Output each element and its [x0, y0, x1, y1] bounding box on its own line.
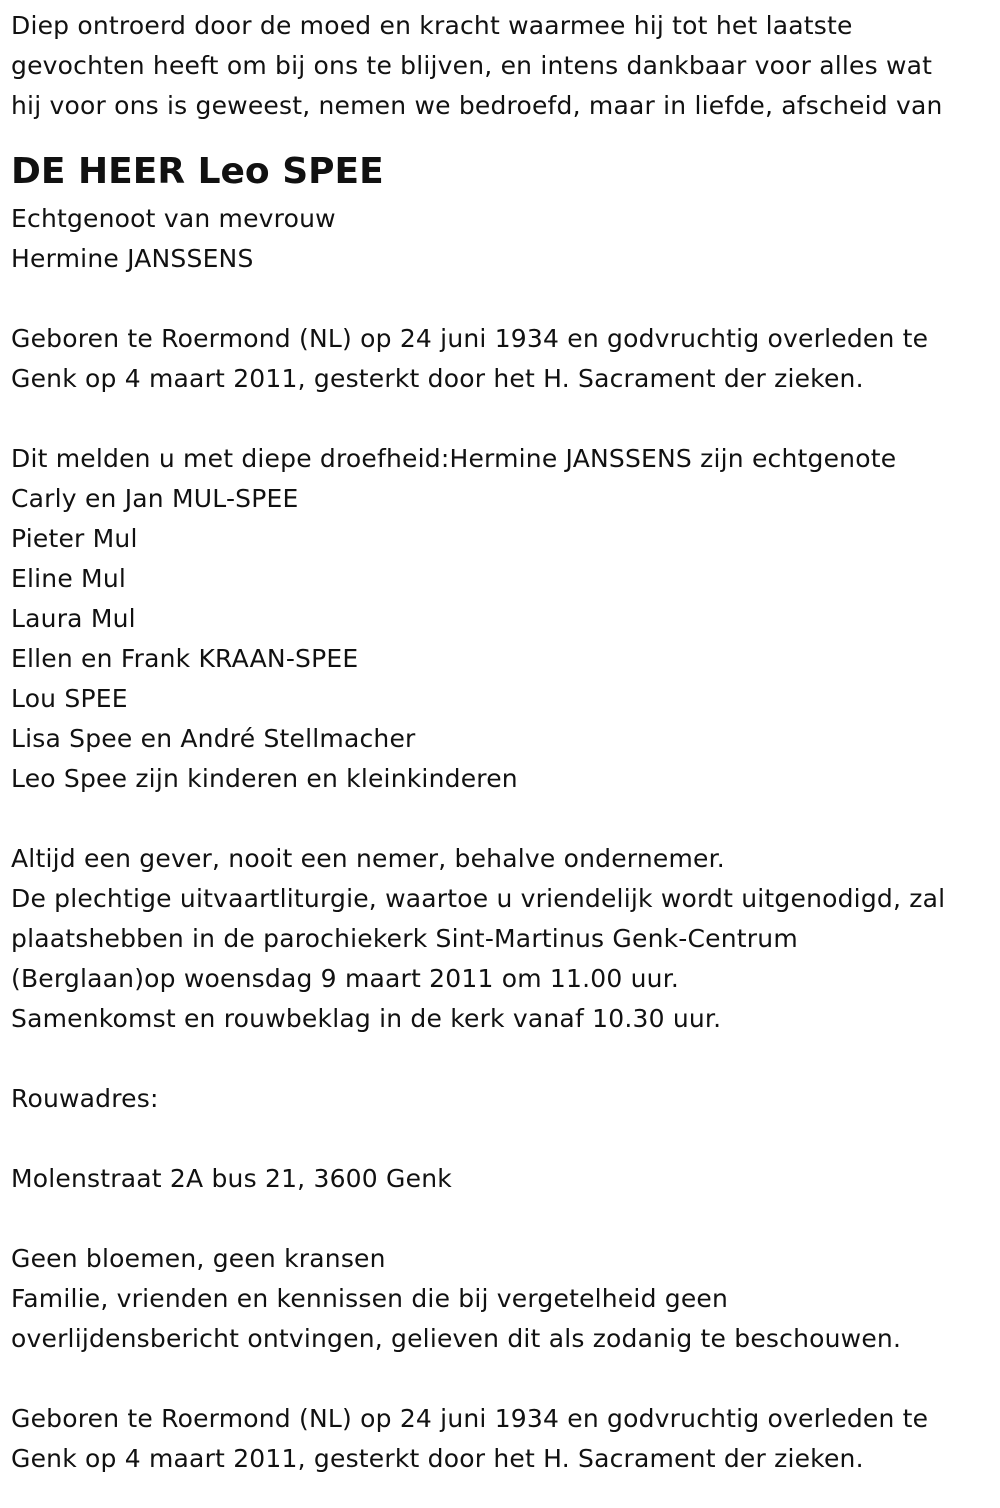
flowers-line: Geen bloemen, geen kransen — [11, 1244, 386, 1273]
family-member: Pieter Mul — [11, 524, 138, 553]
birth-death-paragraph-repeat — [11, 1399, 988, 1479]
intro-line: gevochten heeft om bij ons te blijven, en intens dankbaar voor alles wat — [11, 51, 933, 80]
family-list — [11, 439, 988, 799]
flowers-paragraph — [11, 1239, 988, 1359]
family-member: Lisa Spee en André Stellmacher — [11, 724, 416, 753]
birth-death-line: Genk op 4 maart 2011, gesterkt door het H. Sacrament der zieken. — [11, 364, 864, 393]
spacer — [11, 279, 988, 319]
spouse-block — [11, 199, 988, 279]
spacer — [11, 1119, 988, 1159]
flowers-line: overlijdensbericht ontvingen, gelieven dit als zodanig te beschouwen. — [11, 1324, 902, 1353]
family-intro-line: Dit melden u met diepe droefheid:Hermine JANSSENS zijn echtgenote — [11, 444, 897, 473]
intro-line: hij voor ons is geweest, nemen we bedroefd, maar in liefde, afscheid van — [11, 91, 943, 120]
spouse-line: Echtgenoot van mevrouw — [11, 204, 336, 233]
intro-paragraph — [11, 6, 988, 126]
birth-death-paragraph — [11, 319, 988, 399]
birth-death-line: Geboren te Roermond (NL) op 24 juni 1934 en godvruchtig overleden te — [11, 324, 929, 353]
family-member: Ellen en Frank KRAAN-SPEE — [11, 644, 359, 673]
spacer — [11, 1359, 988, 1399]
funeral-paragraph — [11, 839, 988, 1039]
funeral-line: plaatshebben in de parochiekerk Sint-Martinus Genk-Centrum — [11, 924, 798, 953]
birth-death-line: Geboren te Roermond (NL) op 24 juni 1934 en godvruchtig overleden te — [11, 1404, 929, 1433]
funeral-line: De plechtige uitvaartliturgie, waartoe u vriendelijk wordt uitgenodigd, zal — [11, 884, 946, 913]
spacer — [11, 1039, 988, 1079]
funeral-line: Altijd een gever, nooit een nemer, behalve ondernemer. — [11, 844, 725, 873]
flowers-line: Familie, vrienden en kennissen die bij vergetelheid geen — [11, 1284, 729, 1313]
family-member: Carly en Jan MUL-SPEE — [11, 484, 299, 513]
family-member: Laura Mul — [11, 604, 136, 633]
spacer — [11, 399, 988, 439]
spouse-name: Hermine JANSSENS — [11, 244, 254, 273]
spacer — [11, 1199, 988, 1239]
funeral-line: (Berglaan)op woensdag 9 maart 2011 om 11.00 uur. — [11, 964, 680, 993]
address-value: Molenstraat 2A bus 21, 3600 Genk — [11, 1164, 452, 1193]
family-member: Leo Spee zijn kinderen en kleinkinderen — [11, 764, 518, 793]
address-label: Rouwadres: — [11, 1084, 159, 1113]
birth-death-line: Genk op 4 maart 2011, gesterkt door het H. Sacrament der zieken. — [11, 1444, 864, 1473]
family-member: Lou SPEE — [11, 684, 128, 713]
spacer — [11, 799, 988, 839]
funeral-line: Samenkomst en rouwbeklag in de kerk vanaf 10.30 uur. — [11, 1004, 722, 1033]
family-member: Eline Mul — [11, 564, 127, 593]
deceased-name-heading: DE HEER Leo SPEE — [11, 151, 384, 192]
intro-line: Diep ontroerd door de moed en kracht waarmee hij tot het laatste — [11, 11, 853, 40]
